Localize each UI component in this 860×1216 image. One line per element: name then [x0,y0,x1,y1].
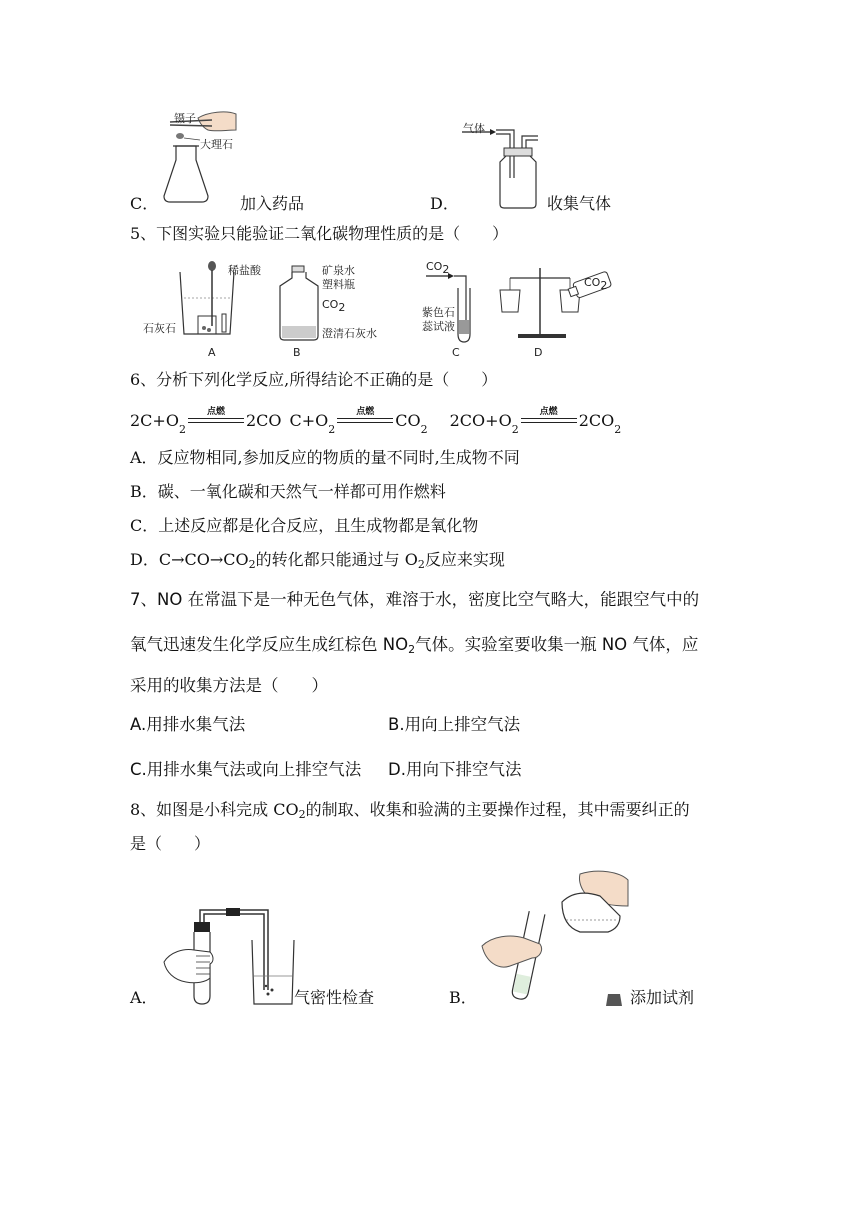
acid-label: 稀盐酸 [228,264,261,277]
q6-equations: 2C+O 2 点燃 2CO C+O 2 点燃 CO 2 2CO+O 2 点燃 2CO 2 [130,407,622,436]
co2-label-c: $CO_2$ [426,260,450,276]
airtightness-check-figure [160,900,300,1006]
co2-label-d: $CO_2$ [584,276,608,292]
reaction-arrow: 点燃 [521,410,577,430]
q7-option-a: A.用排水集气法 [130,715,246,734]
q8-option-a-letter: A． [130,988,158,1007]
gas-label: 气体 [463,122,485,135]
fig-a-letter: A [208,346,216,359]
co2-label-b: $CO_2$ [322,298,346,314]
fig-c-letter: C [452,346,460,359]
option-d-caption: 收集气体 [547,194,612,213]
q7-line-1: 7、NO 在常温下是一种无色气体，难溶于水，密度比空气略大，能跟空气中的 [130,590,700,609]
balance-pouring-figure [494,262,614,344]
flask-marble-figure [160,108,240,208]
plastic-bottle-figure [276,266,322,342]
bottle-label-1: 矿泉水 [322,264,355,277]
reaction-arrow: 点燃 [188,410,244,430]
q8-option-b-caption: 添加试剂 [630,988,695,1007]
q5-stem: 5、下图实验只能验证二氧化碳物理性质的是（ ） [130,224,509,243]
q8-option-b-letter: B． [449,988,477,1007]
bottle-label-2: 塑料瓶 [322,278,355,291]
q8-option-a-caption: 气密性检查 [294,988,375,1007]
q6-stem: 6、分析下列化学反应,所得结论不正确的是（ ） [130,370,498,389]
fig-d-letter: D [534,346,543,359]
option-d-letter: D． [430,194,459,213]
q6-option-d: D．$C\to CO\to CO_2$的转化都只能通过与 $O_2$反应来实现 [130,550,505,571]
reaction-arrow: 点燃 [337,410,393,430]
tweezers-label: 镊子 [174,112,196,125]
q6-option-a: A．反应物相同,参加反应的物质的量不同时,生成物不同 [130,448,520,467]
q7-option-b: B.用向上排空气法 [388,715,521,734]
marble-label: 大理石 [200,138,233,151]
q6-option-c: C．上述反应都是化合反应，且生成物都是氧化物 [130,516,479,535]
limewater-label: 澄清石灰水 [322,327,377,340]
option-c-caption: 加入药品 [240,194,305,213]
litmus-label-1: 紫色石 [422,306,455,319]
q7-line-3: 采用的收集方法是（ ） [130,676,328,695]
q8-line-1: 8、如图是小科完成 $CO_2$的制取、收集和验满的主要操作过程，其中需要纠正的 [130,800,690,821]
option-c-letter: C． [130,194,159,213]
q7-option-d: D.用向下排空气法 [388,760,522,779]
q6-option-b: B．碳、一氧化碳和天然气一样都可用作燃料 [130,482,446,501]
adding-reagent-figure [480,866,630,1008]
q8-line-2: 是（ ） [130,834,211,853]
q7-line-2: 氧气迅速发生化学反应生成红棕色 $NO_2$气体。实验室要收集一瓶 NO 气体，应 [130,635,699,656]
q7-option-c: C.用排水集气法或向上排空气法 [130,760,362,779]
limestone-label: 石灰石 [143,322,176,335]
fig-b-letter: B [293,346,301,359]
litmus-label-2: 蕊试液 [422,320,455,333]
